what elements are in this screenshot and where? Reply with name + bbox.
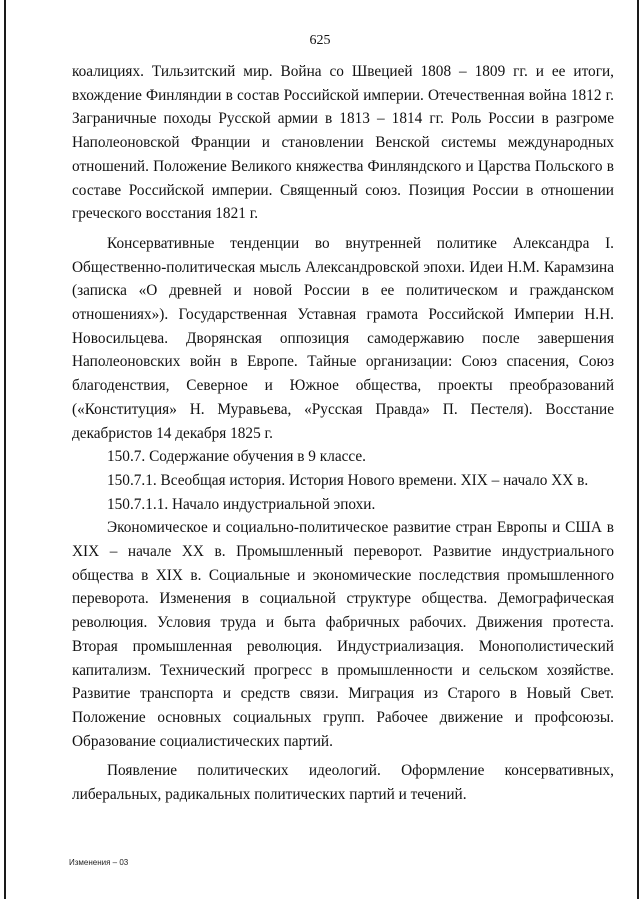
paragraph-section-150-7: 150.7. Содержание обучения в 9 классе. (107, 448, 367, 466)
paragraph-political-ideologies: Появление политических идеологий. Оформление консервативных, либеральных, радикальных политических партий и течений. (72, 762, 614, 804)
scan-edge-right (637, 0, 639, 899)
page-number: 625 (309, 33, 331, 48)
scan-edge-left (4, 0, 6, 899)
footer-revision-note: Изменения – 03 (69, 858, 129, 867)
paragraph-section-150-7-1: 150.7.1. Всеобщая история. История Нового времени. XIX – начало XX в. (107, 471, 589, 489)
paragraph-conservative-tendencies: Консервативные тенденции во внутренней политике Александра I. Общественно-политическая мысль Александровской эпохи. Идеи Н.М. Карамзина (записка «О древней и новой России в ее политическом и гражданском отношениях»). Государственная Уставная грамота Российской Империи Н.Н. Новосильцева. Дворянская оппозиция самодержавию после завершения Наполеоновских войн в Европе. Тайные организации: Союз спасения, Союз благоденствия, Северное и Южное общества, проекты преобразований («Конституция» Н. Муравьева, «Русская Правда» П. Пестеля). Восстание декабристов 14 декабря 1825 г. (72, 234, 614, 442)
paragraph-coalitions: коалициях. Тильзитский мир. Война со Швецией 1808 – 1809 гг. и ее итоги, вхождение Финляндии в состав Российской империи. Отечественная война 1812 г. Заграничные походы Русской армии в 1813 – 1814 гг. Роль России в разгроме Наполеоновской Франции и становлении Венской системы международных отношений. Положение Великого княжества Финляндского и Царства Польского в составе Российской империи. Священный союз. Позиция России в отношении греческого восстания 1821 г. (72, 63, 614, 223)
paragraph-economic-development: Экономическое и социально-политическое развитие стран Европы и США в XIX – начале XX в. Промышленный переворот. Развитие индустриального общества в XIX в. Социальные и экономические последствия промышленного переворота. Изменения в социальной структуре общества. Демографическая революция. Условия труда и быта фабричных рабочих. Движения протеста. Вторая промышленная революция. Индустриализация. Монополистический капитализм. Технический прогресс в промышленности и сельском хозяйстве. Развитие транспорта и средств связи. Миграция из Старого в Новый Свет. Положение основных социальных групп. Рабочее движение и профсоюзы. Образование социалистических партий. (72, 519, 614, 750)
paragraph-section-150-7-1-1: 150.7.1.1. Начало индустриальной эпохи. (107, 495, 376, 513)
document-body (72, 60, 614, 807)
